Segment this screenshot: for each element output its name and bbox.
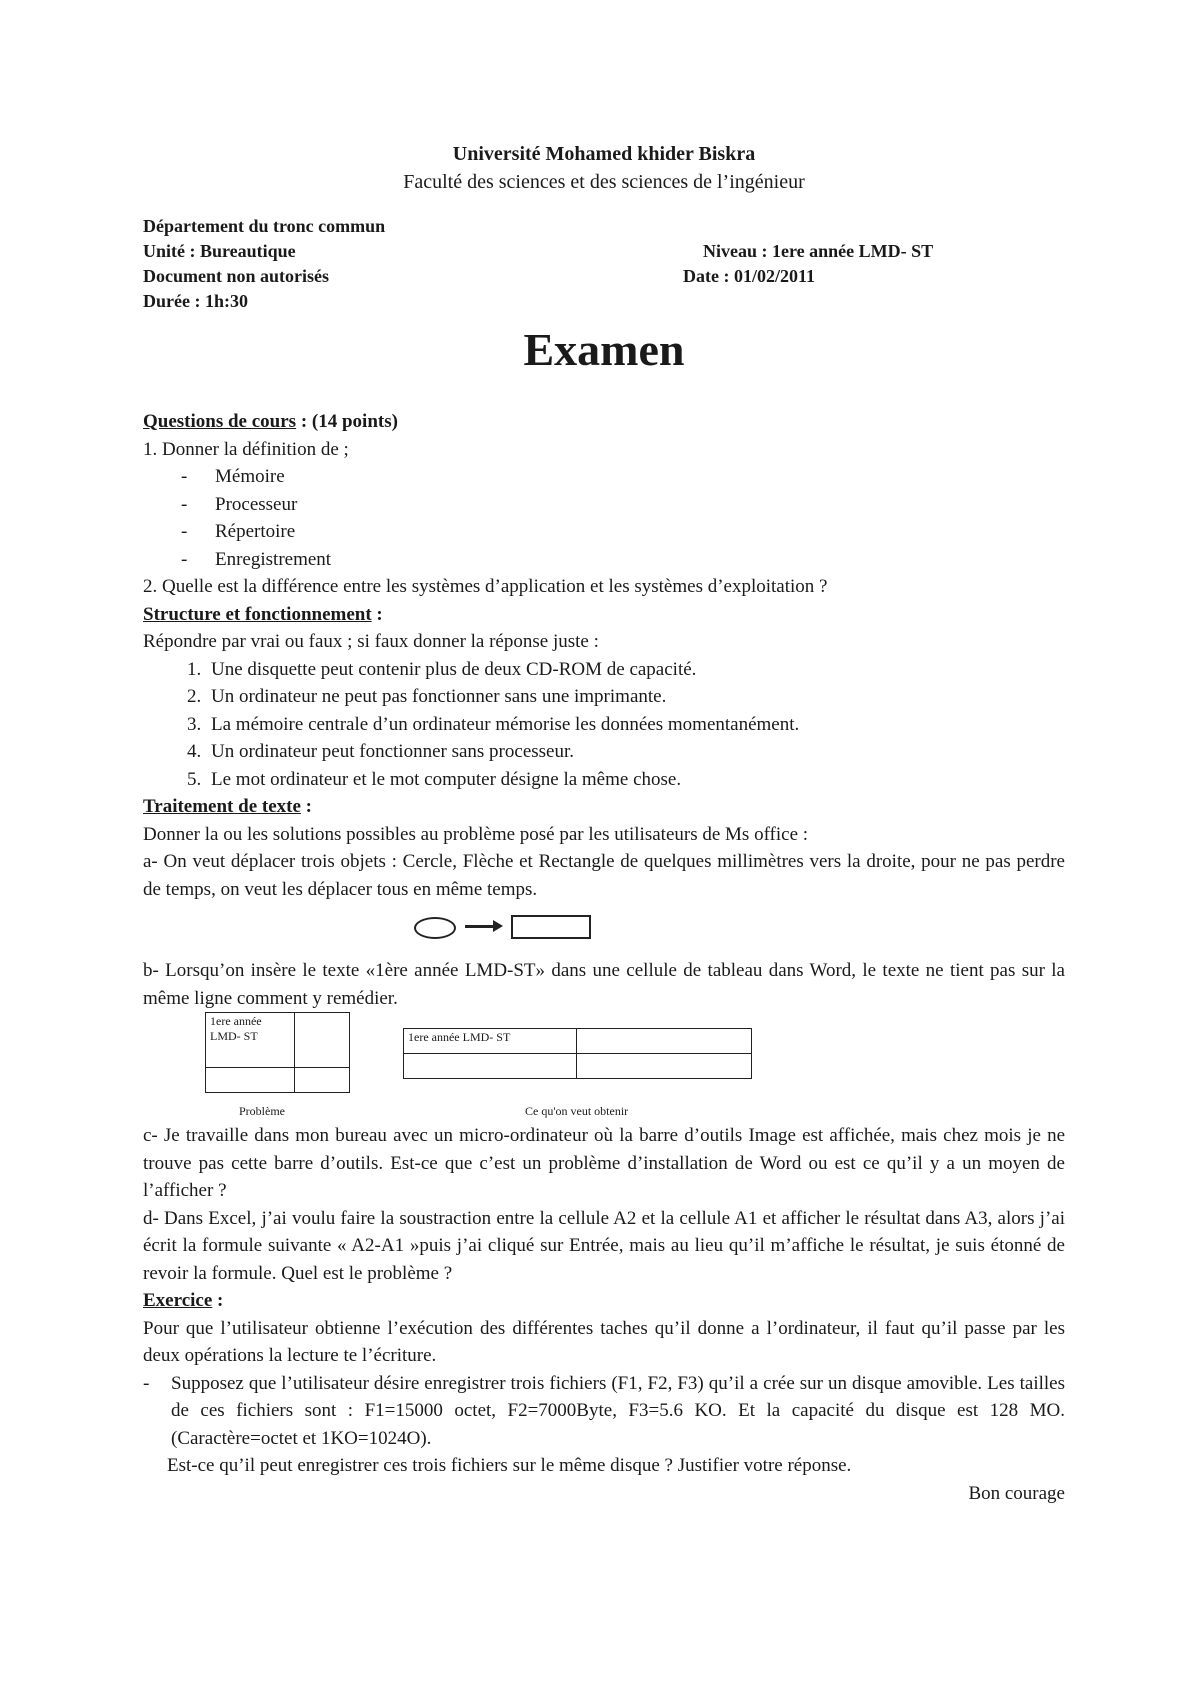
rectangle-shape [511, 915, 591, 939]
section-text-processing-heading: Traitement de texte : [143, 796, 312, 817]
problem-table [205, 1012, 350, 1093]
table-illustration [143, 1012, 1065, 1122]
university-name: Université Mohamed khider Biskra [452, 143, 756, 165]
exercise-list [143, 1370, 1065, 1453]
documents-rule: Document non autorisés [143, 266, 330, 286]
list-item: - Supposez que l’utilisateur désire enregistrer trois fichiers (F1, F2, F3) qu’il a crée sur un disque amovible. Les tailles de ces fichiers sont : F1=15000 octet, F2=7000Byte, F3=5.6 KO. Et la capacité du disque est 128 MO. (Caractère=octet et 1KO=1024O). [143, 1370, 1065, 1453]
exam-meta [143, 214, 1065, 314]
exercise-intro: Pour que l’utilisateur obtienne l’exécution des différentes taches qu’il donne a l’ordinateur, il faut qu’il passe par les deux opérations la lecture te l’écriture. [143, 1317, 1065, 1366]
table-cell: 1ere année LMD- ST [404, 1029, 577, 1054]
list-item: 1. Une disquette peut contenir plus de deux CD-ROM de capacité. [187, 658, 697, 680]
course-question-2: 2. Quelle est la différence entre les systèmes d’application et les systèmes d’exploitation ? [143, 576, 828, 597]
list-item: - Enregistrement [181, 546, 1065, 574]
section-exercise-heading: Exercice : [143, 1290, 224, 1311]
list-item: - Processeur [181, 491, 1065, 519]
list-item: - Mémoire [181, 463, 1065, 491]
question-d: d- Dans Excel, j’ai voulu faire la soustraction entre la cellule A2 et la cellule A1 et afficher le résultat dans A3, alors j’ai écrit la formule suivante « A2-A1 »puis j’ai cliqué sur Entrée, mais au lieu qu’il m’affiche le résultat, je suis étonné de revoir la formule. Quel est le problème ? [143, 1207, 1065, 1284]
page-title: Examen [523, 324, 685, 375]
exam-page [143, 140, 1065, 1507]
question-c: c- Je travaille dans mon bureau avec un micro-ordinateur où la barre d’outils Image est affichée, mais chez mois je ne trouve pas cette barre d’outils. Est-ce que c’est un problème d’installation de Word ou est ce qu’il y a un moyen de l’afficher ? [143, 1125, 1065, 1201]
table-cell: 1ere année LMD- ST [206, 1013, 295, 1068]
table-cell [295, 1068, 350, 1093]
exam-date: Date : 01/02/2011 [683, 266, 815, 286]
section-structure-heading: Structure et fonctionnement : [143, 603, 383, 625]
list-item: 2. Un ordinateur ne peut pas fonctionner sans une imprimante. [187, 686, 667, 707]
caption-goal: Ce qu'on veut obtenir [525, 1104, 629, 1118]
question-a: a- On veut déplacer trois objets : Cercle, Flèche et Rectangle de quelques millimètres vers la droite, pour ne pas perdre de temps, on veut les déplacer tous en même temps. [143, 851, 1065, 900]
faculty-name: Faculté des sciences et des sciences de l’ingénieur [403, 171, 805, 193]
section-course-heading: Questions de cours : (14 points) [143, 411, 398, 432]
list-item: 3. La mémoire centrale d’un ordinateur mémorise les données momentanément. [187, 713, 800, 735]
list-item: 5. Le mot ordinateur et le mot computer désigne la même chose. [187, 768, 682, 790]
table-cell [295, 1013, 350, 1068]
list-item: 4. Un ordinateur peut fonctionner sans processeur. [187, 741, 575, 762]
definition-list [143, 463, 1065, 573]
table-cell [206, 1068, 295, 1093]
ellipse-shape [414, 917, 456, 939]
table-cell [404, 1054, 577, 1079]
course-question-1: 1. Donner la définition de ; [143, 438, 349, 460]
exercise-question: Est-ce qu’il peut enregistrer ces trois fichiers sur le même disque ? Justifier votre réponse. [167, 1455, 852, 1476]
level: Niveau : 1ere année LMD- ST [703, 241, 934, 261]
arrow-shape [465, 925, 495, 928]
shapes-illustration [143, 903, 1065, 957]
list-item: - Répertoire [181, 518, 1065, 546]
table-cell [577, 1029, 752, 1054]
unit: Unité : Bureautique [143, 241, 296, 261]
true-false-list [143, 656, 1065, 794]
caption-problem: Problème [239, 1104, 285, 1118]
department: Département du tronc commun [143, 216, 386, 236]
text-processing-intro: Donner la ou les solutions possibles au problème posé par les utilisateurs de Ms office : [143, 823, 809, 845]
question-b: b- Lorsqu’on insère le texte «1ère année LMD-ST» dans une cellule de tableau dans Word, le texte ne tient pas sur la même ligne comment y remédier. [143, 960, 1065, 1009]
duration: Durée : 1h:30 [143, 291, 248, 311]
structure-intro: Répondre par vrai ou faux ; si faux donner la réponse juste : [143, 631, 599, 652]
goal-table [403, 1028, 752, 1079]
table-cell [577, 1054, 752, 1079]
closing-text: Bon courage [968, 1482, 1065, 1504]
